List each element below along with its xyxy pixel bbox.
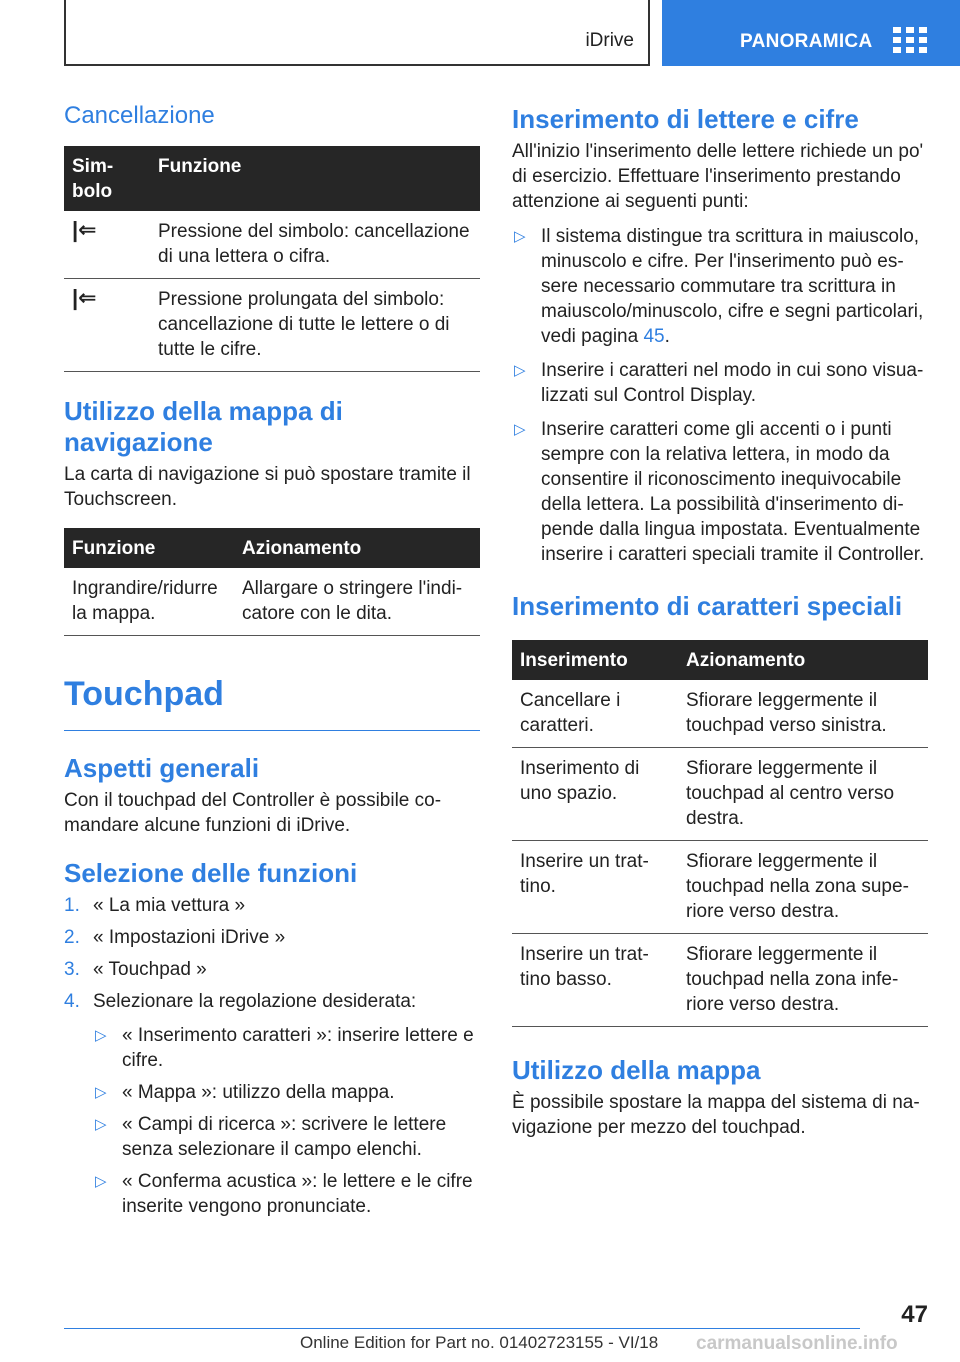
list-item: 4. Selezionare la regolazione desiderata: ▷ « Inserimento caratteri »: inserire lettere e cifre. ▷ « Mappa »: utilizzo della mappa. ▷ « Campi di ricerca »: scrivere le lettere senza selezionare il campo elenchi. ▷ « Conferma acustica »: le lettere e le cifre inserite vengono pronunciate. [64,989,480,1219]
table-row [512,748,928,841]
table-row [512,934,928,1027]
backspace-arrow-icon: |⇐ [72,285,97,310]
table-cell: Pressione prolungata del simbolo: cancellazione di tutte le lettere o di tutte le cifre. [150,279,480,372]
table-header: Inserimento [512,640,678,680]
triangle-bullet-icon: ▷ [95,1116,107,1133]
triangle-bullet-icon: ▷ [95,1084,107,1101]
table-header: Sim- bolo [64,146,150,211]
table-header: Azionamento [234,528,480,568]
panorama-label: PANORAMICA [740,31,873,52]
backspace-arrow-icon: |⇐ [72,217,97,242]
table-cell: Sfiorare leggermente il touchpad nella zona superiore verso destra. [678,841,928,934]
letters-text: All'inizio l'inserimento delle lettere richiede un po' di esercizio. Effettuare l'inserimento prestando attenzione ai seguenti punti: [512,141,924,212]
table-header: Funzione [64,528,234,568]
panorama-tab[interactable] [662,0,960,66]
table-header: Funzione [150,146,480,211]
list-item: 2. « Impostazioni iDrive » [64,927,286,948]
edition-text: Online Edition for Part no. 01402723155 - VI/18 [300,1333,659,1352]
map-use-text: È possibile spostare la mappa del sistema di navigazione per mezzo del touchpad. [512,1092,920,1138]
triangle-bullet-icon: ▷ [514,362,526,379]
triangle-bullet-icon: ▷ [95,1173,107,1190]
general-heading: Aspetti generali [64,753,260,783]
header-section-box [64,0,650,66]
table-row [64,279,480,372]
cancel-table [64,146,480,372]
triangle-bullet-icon: ▷ [95,1027,107,1044]
table-cell: Sfiorare leggermente il touchpad verso sinistra. [678,680,928,748]
table-cell: Inserire un trattino basso. [512,934,678,1027]
map-table [64,528,480,636]
footer-divider [64,1328,860,1329]
map-heading: Utilizzo della mappa di navigazione [64,396,343,457]
letters-bullets [512,224,928,567]
page-link[interactable]: 45 [643,326,665,347]
list-item: ▷ « Campi di ricerca »: scrivere le lettere senza selezionare il campo elenchi. [95,1114,447,1160]
table-cell: Cancellare i caratteri. [512,680,678,748]
right-column [512,100,928,1140]
list-item: ▷ « Mappa »: utilizzo della mappa. [95,1082,395,1103]
table-cell: Sfiorare leggermente il touchpad nella zona inferiore verso destra. [678,934,928,1027]
list-item: ▷ Inserire i caratteri nel modo in cui sono visualizzati sul Control Display. [514,360,924,406]
left-column [64,100,480,1226]
special-table [512,640,928,1027]
list-item: 3. « Touchpad » [64,959,207,980]
header-section-label: iDrive [585,30,634,51]
table-cell: Pressione del simbolo: cancellazione di una lettera o cifra. [150,211,480,279]
watermark: carmanualsonline.info [696,1333,898,1354]
touchpad-title: Touchpad [64,674,480,731]
list-item: ▷ « Conferma acustica »: le lettere e le cifre inserite vengono pronunciate. [95,1171,473,1217]
general-text: Con il touchpad del Controller è possibile comandare alcune funzioni di iDrive. [64,790,442,836]
table-header: Azionamento [678,640,928,680]
triangle-bullet-icon: ▷ [514,228,526,245]
grid-icon [893,27,927,53]
table-row [512,680,928,748]
special-heading: Inserimento di caratteri speciali [512,591,903,621]
list-item: 1. « La mia vettura » [64,895,246,916]
letters-heading: Inserimento di lettere e cifre [512,104,859,134]
table-cell: Allargare o stringere l'indicatore con le dita. [234,568,480,636]
map-text: La carta di navigazione si può spostare tramite il Touchscreen. [64,464,471,510]
table-cell: Inserimento di uno spazio. [512,748,678,841]
table-cell: Sfiorare leggermente il touchpad al centro verso destra. [678,748,928,841]
triangle-bullet-icon: ▷ [514,421,526,438]
cancel-heading: Cancellazione [64,102,215,129]
table-cell: Inserire un trattino. [512,841,678,934]
list-item: ▷ « Inserimento caratteri »: inserire lettere e cifre. [95,1025,474,1071]
select-heading: Selezione delle funzioni [64,858,358,888]
map-use-heading: Utilizzo della mappa [512,1055,761,1085]
steps-list [64,893,480,1219]
table-row [512,841,928,934]
sub-options-list [93,1023,480,1219]
table-row [64,211,480,279]
table-row [64,568,480,636]
list-item: ▷ Inserire caratteri come gli accenti o i punti sempre con la relativa lettera, in modo da consentire il riconoscimento inequivocabile della lettera. La possibilità d'inserimento dipende dalla lingua impostata. Eventualmente inserire i caratteri speciali tramite il Controller. [514,419,925,565]
page-number: 47 [901,1301,928,1328]
table-cell: Ingrandire/ridurre la mappa. [64,568,234,636]
list-item: ▷ Il sistema distingue tra scrittura in maiuscolo, minuscolo e cifre. Per l'inserimento può essere necessario commutare tra scrittura in maiuscolo/minuscolo, cifre e segni particolari, vedi pagina 45. [514,226,924,347]
